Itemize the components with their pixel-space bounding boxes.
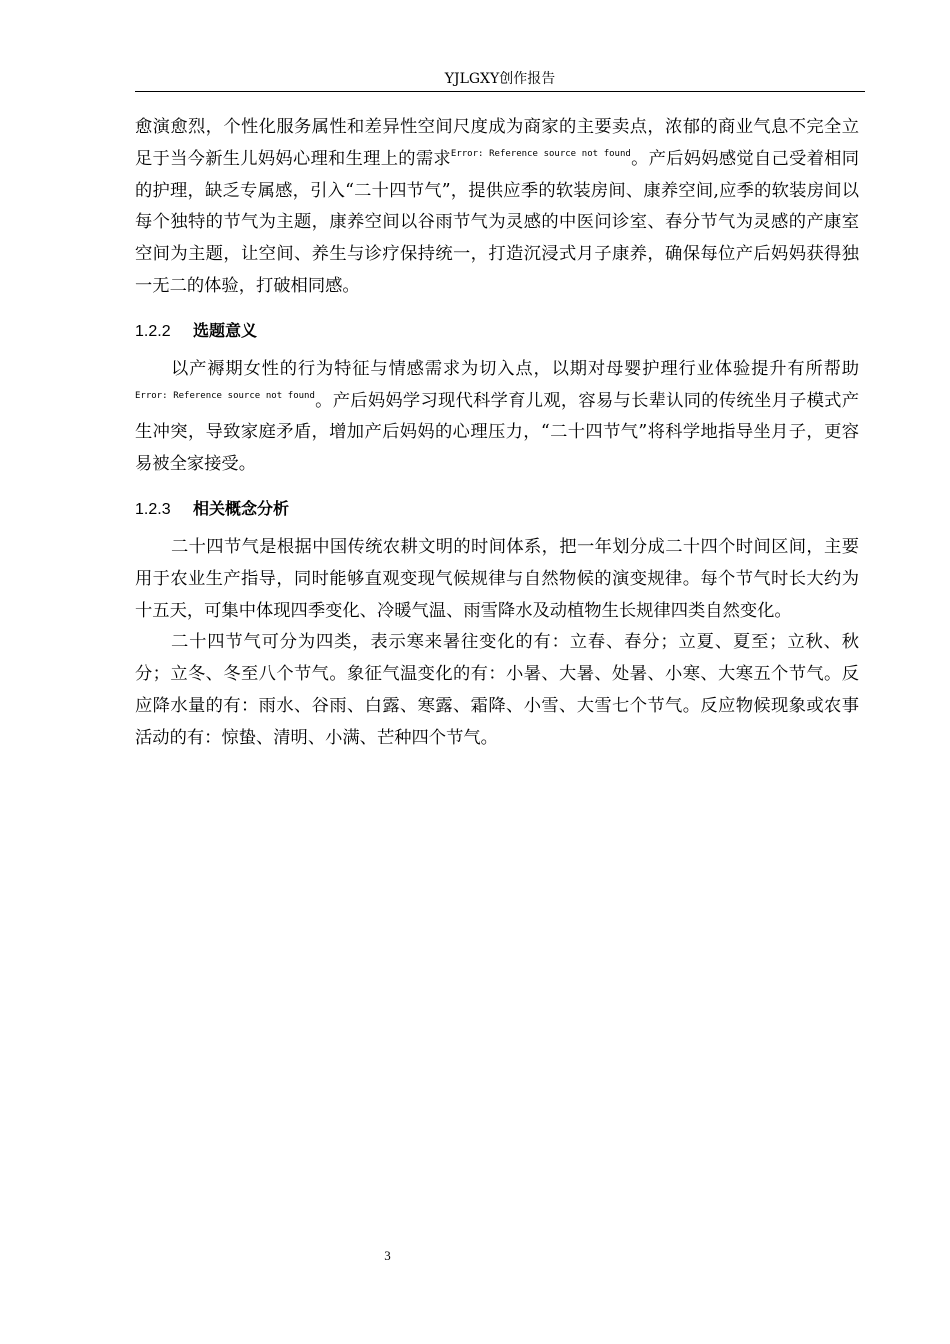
paragraph-text: 。产后妈妈感觉自己受着相同的护理，缺乏专属感，引入“二十四节气”，提供应季的软装房间、康养空间,应季的软装房间以每个独特的节气为主题，康养空间以谷雨节气为灵感的中医问诊室、春分节气为灵感的产康室空间为主题，让空间、养生与诊疗保持统一，打造沉浸式月子康养，确保每位产后妈妈获得独一无二的体验，打破相同感。 — [135, 148, 859, 296]
section-title: 相关概念分析 — [193, 498, 290, 518]
paragraph-market-context — [135, 112, 859, 303]
section-heading-concept-analysis — [135, 497, 859, 522]
section-number: 1.2.3 — [135, 500, 171, 518]
document-body — [135, 112, 859, 755]
paragraph-solar-terms-definition: 二十四节气是根据中国传统农耕文明的时间体系，把一年划分成二十四个时间区间，主要用于农业生产指导，同时能够直观变现气候规律与自然物候的演变规律。每个节气时长大约为十五天，可集中体现四季变化、冷暖气温、雨雪降水及动植物生长规律四类自然变化。 — [135, 536, 859, 621]
page-number: 3 — [384, 1248, 391, 1263]
paragraph-text: 以产褥期女性的行为特征与情感需求为切入点，以期对母婴护理行业体验提升有所帮助 — [171, 358, 859, 379]
paragraph-text: 愈演愈烈，个性化服务属性和差异性空间尺度成为商家的主要卖点，浓郁的商业气息不完全立足于当今新生儿妈妈心理和生理上的需求 — [135, 117, 859, 169]
paragraph-significance — [135, 354, 859, 481]
header-divider — [135, 91, 865, 92]
paragraph-solar-terms-categories: 二十四节气可分为四类，表示寒来暑往变化的有：立春、春分；立夏、夏至；立秋、秋分；立冬、冬至八个节气。象征气温变化的有：小暑、大暑、处暑、小寒、大寒五个节气。反应降水量的有：雨水、谷雨、白露、寒露、霜降、小雪、大雪七个节气。反应物候现象或农事活动的有：惊蛰、清明、小满、芒种四个节气。 — [135, 632, 859, 748]
page-header: YJLGXY创作报告 — [444, 71, 556, 87]
section-heading-topic-significance — [135, 319, 859, 344]
section-number: 1.2.2 — [135, 322, 171, 340]
reference-error: Error: Reference source not found — [135, 390, 315, 401]
reference-error: Error: Reference source not found — [450, 148, 631, 159]
section-title: 选题意义 — [193, 320, 258, 340]
paragraph-text: 。产后妈妈学习现代科学育儿观，容易与长辈认同的传统坐月子模式产生冲突，导致家庭矛盾，增加产后妈妈的心理压力，“二十四节气”将科学地指导坐月子，更容易被全家接受。 — [135, 390, 859, 475]
